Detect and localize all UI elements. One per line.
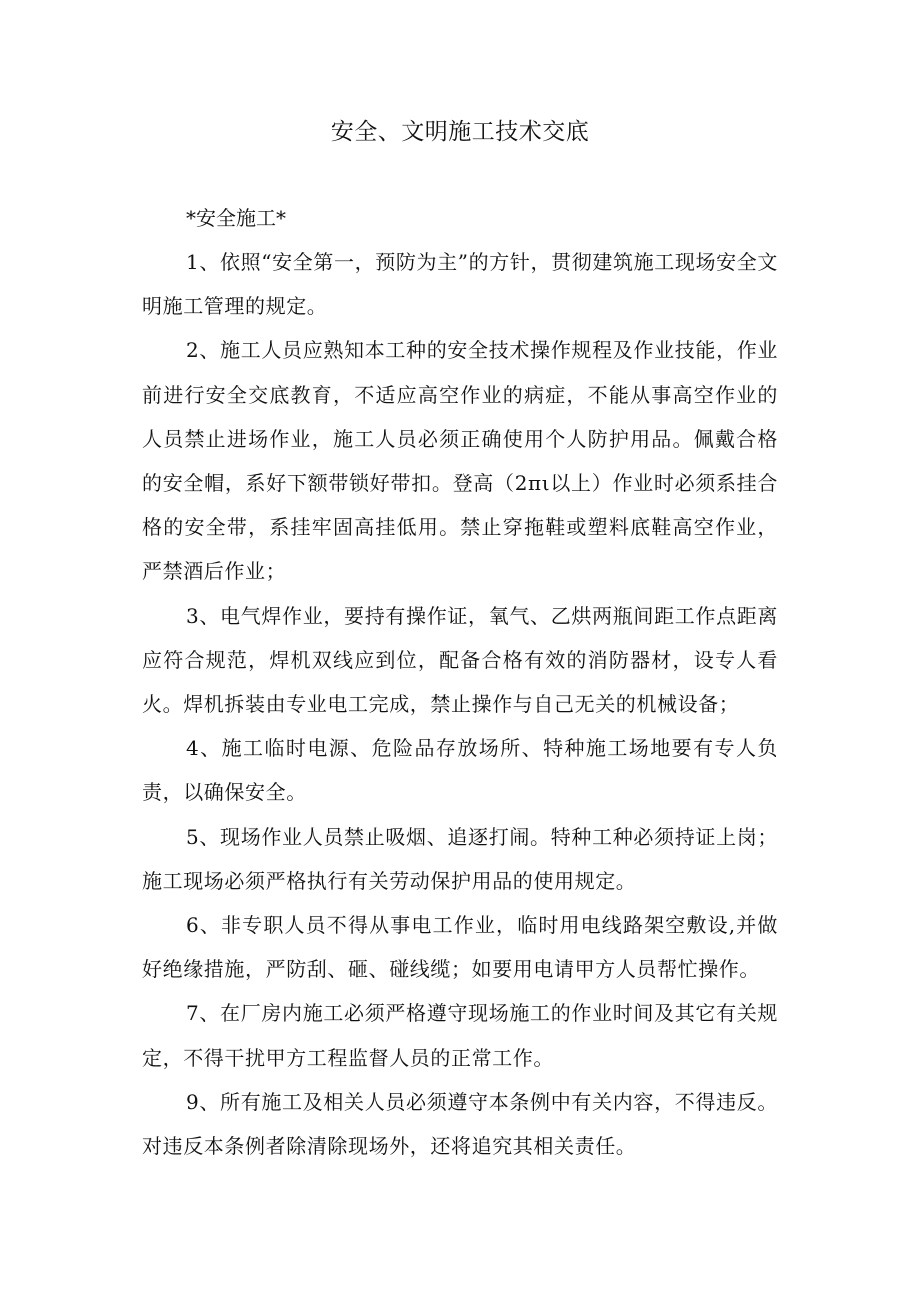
- document-body: [142, 196, 778, 1168]
- paragraph-7: 7、在厂房内施工必须严格遵守现场施工的作业时间及其它有关规定，不得干扰甲方工程监督人员的正常工作。: [142, 1001, 778, 1070]
- paragraph-5: 5、现场作业人员禁止吸烟、追逐打闹。特种工种必须持证上岗；施工现场必须严格执行有关劳动保护用品的使用规定。: [142, 824, 778, 893]
- document-title: 安全、文明施工技术交底: [330, 119, 590, 145]
- paragraph-9: 9、所有施工及相关人员必须遵守本条例中有关内容，不得违反。对违反本条例者除清除现场外，还将追究其相关责任。: [142, 1089, 778, 1159]
- paragraph-3: 3、电气焊作业，要持有操作证，氧气、乙烘两瓶间距工作点距离应符合规范，焊机双线应到位，配备合格有效的消防器材，设专人看火。焊机拆装由专业电工完成，禁止操作与自己无关的机械设备；: [142, 603, 778, 717]
- paragraph-6: 6、非专职人员不得从事电工作业，临时用电线路架空敷设,并做好绝缘措施，严防刮、砸、碰线缆；如要用电请甲方人员帮忙操作。: [142, 913, 778, 982]
- paragraph-2: 2、施工人员应熟知本工种的安全技术操作规程及作业技能，作业前进行安全交底教育，不适应高空作业的病症，不能从事高空作业的人员禁止进场作业，施工人员必须正确使用个人防护用品。佩戴合格的安全帽，系好下额带锁好带扣。登高（2πι以上）作业时必须系挂合格的安全带，系挂牢固高挂低用。禁止穿拖鞋或塑料底鞋高空作业，严禁酒后作业；: [142, 338, 778, 584]
- section-heading: *安全施工*: [186, 206, 286, 230]
- paragraph-1: 1、依照“安全第一，预防为主”的方针，贯彻建筑施工现场安全文明施工管理的规定。: [142, 250, 778, 319]
- paragraph-4: 4、施工临时电源、危险品存放场所、特种施工场地要有专人负责，以确保安全。: [142, 736, 778, 805]
